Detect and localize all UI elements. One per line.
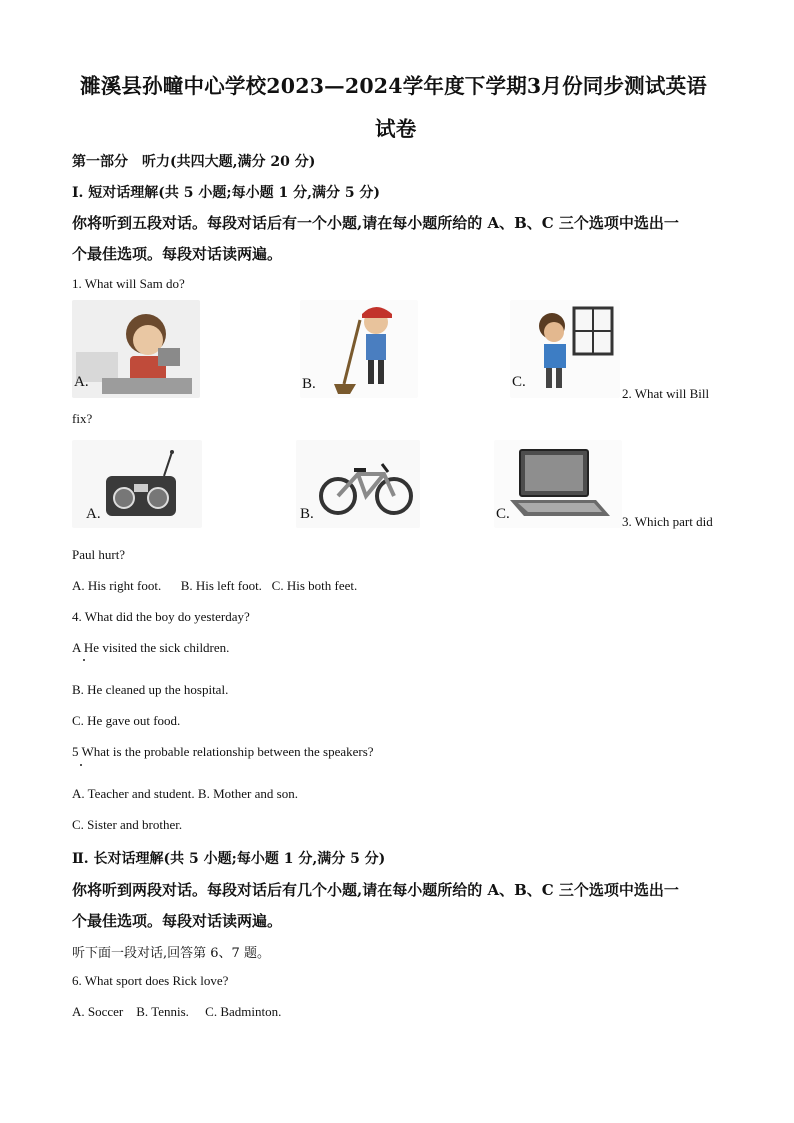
listen-instruction: 听下面一段对话,回答第 6、7 题。: [72, 946, 270, 961]
question-5-options-ab: A. Teacher and student. B. Mother and son.: [72, 786, 298, 801]
laptop-icon: [494, 440, 622, 528]
question-4-stem: 4. What did the boy do yesterday?: [72, 609, 250, 624]
section1-instruction-line2: 个最佳选项。每段对话读两遍。: [72, 245, 283, 263]
boy-sweeping-icon: [300, 300, 418, 398]
boy-window-icon: [510, 300, 620, 398]
section1-instruction-line1: 你将听到五段对话。每段对话后有一个小题,请在每小题所给的 A、B、C 三个选项中选出一: [72, 214, 679, 232]
q1-option-a-picture: [72, 300, 200, 398]
dot-mark: [80, 764, 82, 766]
part-heading: 第一部分 听力(共四大题,满分 20 分): [72, 154, 316, 170]
question-3-options: A. His right foot. B. His left foot. C. His both feet.: [72, 578, 358, 593]
question-6-options: A. Soccer B. Tennis. C. Badminton.: [72, 1004, 282, 1019]
question-5-option-c: C. Sister and brother.: [72, 817, 183, 832]
boy-reading-icon: [72, 300, 200, 398]
question-4-option-b: B. He cleaned up the hospital.: [72, 682, 229, 697]
q2-option-b-picture: [296, 440, 420, 528]
page-title-line2: 试卷: [375, 117, 417, 141]
dot-mark: [83, 659, 85, 661]
bicycle-icon: [296, 440, 420, 528]
question-1-stem: 1. What will Sam do?: [72, 276, 185, 291]
q1-option-b-label: B.: [302, 376, 316, 392]
section1-heading: Ⅰ. 短对话理解(共 5 小题;每小题 1 分,满分 5 分): [72, 185, 381, 201]
question-3-stem-part1: 3. Which part did: [622, 514, 713, 529]
section2-instruction-line1: 你将听到两段对话。每段对话后有几个小题,请在每小题所给的 A、B、C 三个选项中选出一: [72, 881, 679, 899]
question-3-stem-part2: Paul hurt?: [72, 547, 126, 562]
q2-option-c-picture: [494, 440, 622, 528]
section2-heading: Ⅱ. 长对话理解(共 5 小题;每小题 1 分,满分 5 分): [72, 851, 386, 867]
q2-option-a-picture: [72, 440, 202, 528]
q1-option-c-picture: [510, 300, 620, 398]
question-2-stem-part2: fix?: [72, 411, 93, 426]
q2-option-a-label: A.: [86, 506, 101, 522]
question-6-stem: 6. What sport does Rick love?: [72, 973, 229, 988]
q1-option-a-label: A.: [74, 374, 89, 390]
section2-instruction-line2: 个最佳选项。每段对话读两遍。: [72, 912, 283, 930]
page-title-line1: 濉溪县孙疃中心学校2023—2024学年度下学期3月份同步测试英语: [80, 74, 707, 98]
question-2-stem-part1: 2. What will Bill: [622, 386, 710, 401]
question-5-stem: 5 What is the probable relationship between the speakers?: [72, 744, 374, 759]
q1-option-b-picture: [300, 300, 418, 398]
question-4-option-c: C. He gave out food.: [72, 713, 181, 728]
q1-option-c-label: C.: [512, 374, 526, 390]
q2-option-c-label: C.: [496, 506, 510, 522]
q2-option-b-label: B.: [300, 506, 314, 522]
question-4-option-a: A He visited the sick children.: [72, 640, 230, 655]
